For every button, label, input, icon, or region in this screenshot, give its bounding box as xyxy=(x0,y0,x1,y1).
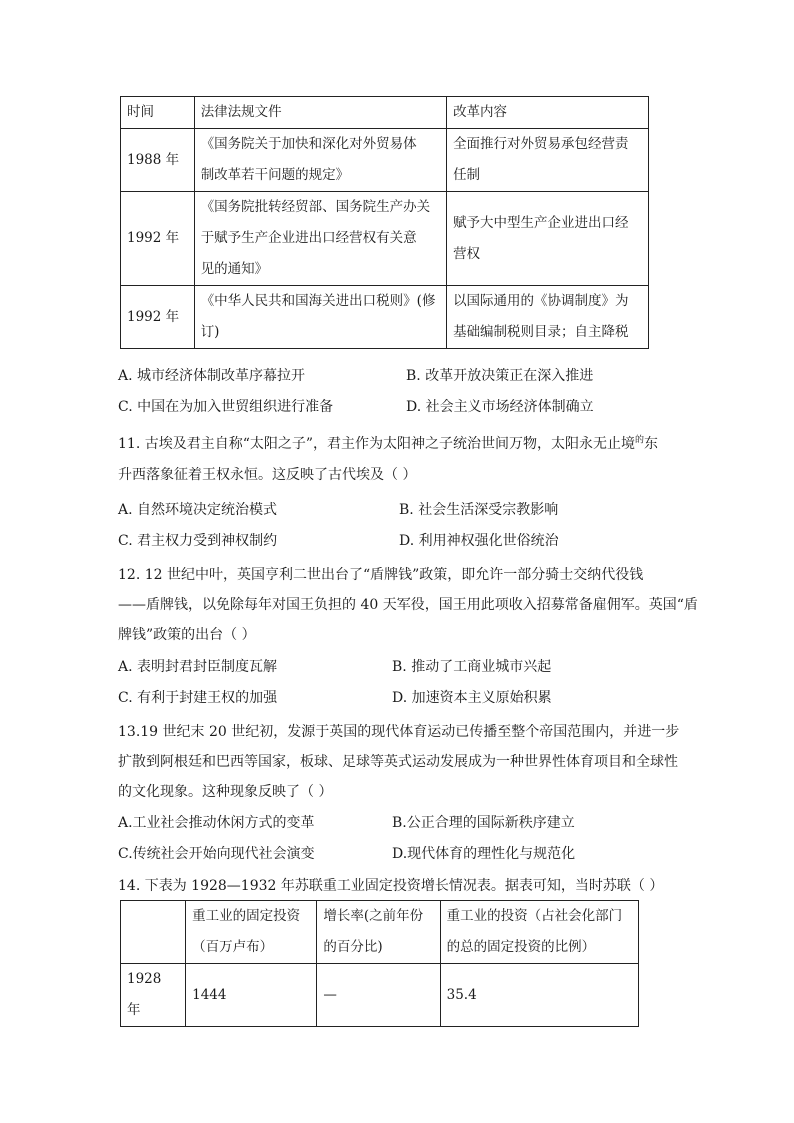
content-line: 营权 xyxy=(453,245,481,262)
q11-option-d: D. 利用神权强化世俗统治 xyxy=(399,533,559,549)
row-content xyxy=(447,129,649,192)
doc-line: 《中华人民共和国海关进出口税则》(修 xyxy=(200,293,436,309)
content-line: 全面推行对外贸易承包经营责 xyxy=(453,136,629,152)
reform-laws-table xyxy=(120,96,649,349)
row-growth: — xyxy=(317,964,440,1027)
row-year: 1992 年 xyxy=(121,192,195,286)
q11-stem-line2: 升西落象征着王权永恒。这反映了古代埃及（ ） xyxy=(118,467,417,483)
q10-option-a: A. 城市经济体制改革序幕拉开 xyxy=(118,368,306,384)
q10-option-c: C. 中国在为加入世贸组织进行准备 xyxy=(118,399,334,415)
q13-option-c: C.传统社会开始向现代社会演变 xyxy=(118,846,315,862)
header-content: 改革内容 xyxy=(447,97,649,129)
q12-option-a: A. 表明封君封臣制度瓦解 xyxy=(118,659,278,675)
q12-stem-line2: ——盾牌钱，以免除每年对国王负担的 40 天军役，国王用此项收入招募常备雇佣军。英国“盾 xyxy=(118,597,698,613)
header-line: 增长率(之前年份 xyxy=(323,908,424,924)
q11-option-a: A. 自然环境决定统治模式 xyxy=(118,502,278,518)
row-content xyxy=(447,286,649,349)
header-investment-share xyxy=(440,901,638,964)
q11-stem-line1 xyxy=(118,434,658,454)
content-line: 基础编制税则目录；自主降税 xyxy=(453,324,629,340)
row-document xyxy=(194,286,446,349)
q12-stem-line3: 牌钱”政策的出台（ ） xyxy=(118,627,256,643)
row-document xyxy=(194,129,446,192)
content-line: 以国际通用的《协调制度》为 xyxy=(453,293,629,309)
q10-option-d: D. 社会主义市场经济体制确立 xyxy=(406,399,594,415)
header-line: 的百分比) xyxy=(323,939,383,955)
table-row xyxy=(121,192,649,286)
doc-line: 《国务院关于加快和深化对外贸易体 xyxy=(200,136,417,152)
row-document xyxy=(194,192,446,286)
content-line: 任制 xyxy=(453,167,481,183)
content-line: 赋予大中型生产企业进出口经 xyxy=(453,214,629,231)
soviet-investment-table xyxy=(120,900,639,1027)
header-document: 法律法规文件 xyxy=(194,97,446,129)
q13-stem-line1: 13.19 世纪末 20 世纪初，发源于英国的现代体育运动已传播至整个帝国范围内，并进一步 xyxy=(118,724,680,740)
header-line: 的总的固定投资的比例） xyxy=(446,939,596,955)
doc-line: 订) xyxy=(200,324,220,340)
row-share: 35.4 xyxy=(440,964,638,1027)
doc-line: 见的通知》 xyxy=(200,261,269,277)
row-investment: 1444 xyxy=(186,964,317,1027)
doc-line: 制改革若干问题的规定》 xyxy=(200,167,350,183)
header-growth-rate xyxy=(317,901,440,964)
q11-superscript: 的 xyxy=(635,435,645,446)
table-row xyxy=(121,964,639,1027)
table-row xyxy=(121,286,649,349)
doc-line: 于赋予生产企业进出口经营权有关意 xyxy=(200,230,417,246)
table-header-row xyxy=(121,97,649,129)
q12-option-b: B. 推动了工商业城市兴起 xyxy=(392,659,552,675)
q13-stem-line3: 的文化现象。这种现象反映了（ ） xyxy=(118,784,333,800)
header-fixed-investment xyxy=(186,901,317,964)
doc-line: 《国务院批转经贸部、国务院生产办关 xyxy=(200,199,431,215)
header-line: 重工业的投资（占社会化部门 xyxy=(446,908,623,924)
q14-stem-line1: 14. 下表为 1928—1932 年苏联重工业固定投资增长情况表。据表可知，当时苏联（ ） xyxy=(118,878,664,894)
header-time: 时间 xyxy=(121,97,195,129)
row-content xyxy=(447,192,649,286)
row-year: 1928 年 xyxy=(121,964,186,1027)
row-year: 1992 年 xyxy=(121,286,195,349)
q10-option-b: B. 改革开放决策正在深入推进 xyxy=(406,368,594,384)
q13-option-d: D.现代体育的理性化与规范化 xyxy=(392,846,576,862)
q11-stem-text: 11. 古埃及君主自称“太阳之子”，君主作为太阳神之子统治世间万物，太阳永无止境 xyxy=(118,436,636,452)
q11-option-b: B. 社会生活深受宗教影响 xyxy=(399,502,559,518)
header-line: 重工业的固定投资 xyxy=(192,908,301,924)
q12-option-c: C. 有利于封建王权的加强 xyxy=(118,690,278,706)
row-year: 1988 年 xyxy=(121,129,195,192)
q11-option-c: C. 君主权力受到神权制约 xyxy=(118,533,278,549)
table-header-row xyxy=(121,901,639,964)
header-empty xyxy=(121,901,186,964)
q13-option-a: A.工业社会推动休闲方式的变革 xyxy=(118,815,315,831)
q13-option-b: B.公正合理的国际新秩序建立 xyxy=(392,815,575,831)
q12-stem-line1: 12. 12 世纪中叶，英国亨利二世出台了“盾牌钱”政策，即允许一部分骑士交纳代役钱 xyxy=(118,567,644,583)
table-row xyxy=(121,129,649,192)
header-line: （百万卢布） xyxy=(192,939,274,955)
q12-option-d: D. 加速资本主义原始积累 xyxy=(392,690,552,706)
q13-stem-line2: 扩散到阿根廷和巴西等国家，板球、足球等英式运动发展成为一种世界性体育项目和全球性 xyxy=(118,754,678,770)
q11-stem-text-end: 东 xyxy=(644,436,659,452)
